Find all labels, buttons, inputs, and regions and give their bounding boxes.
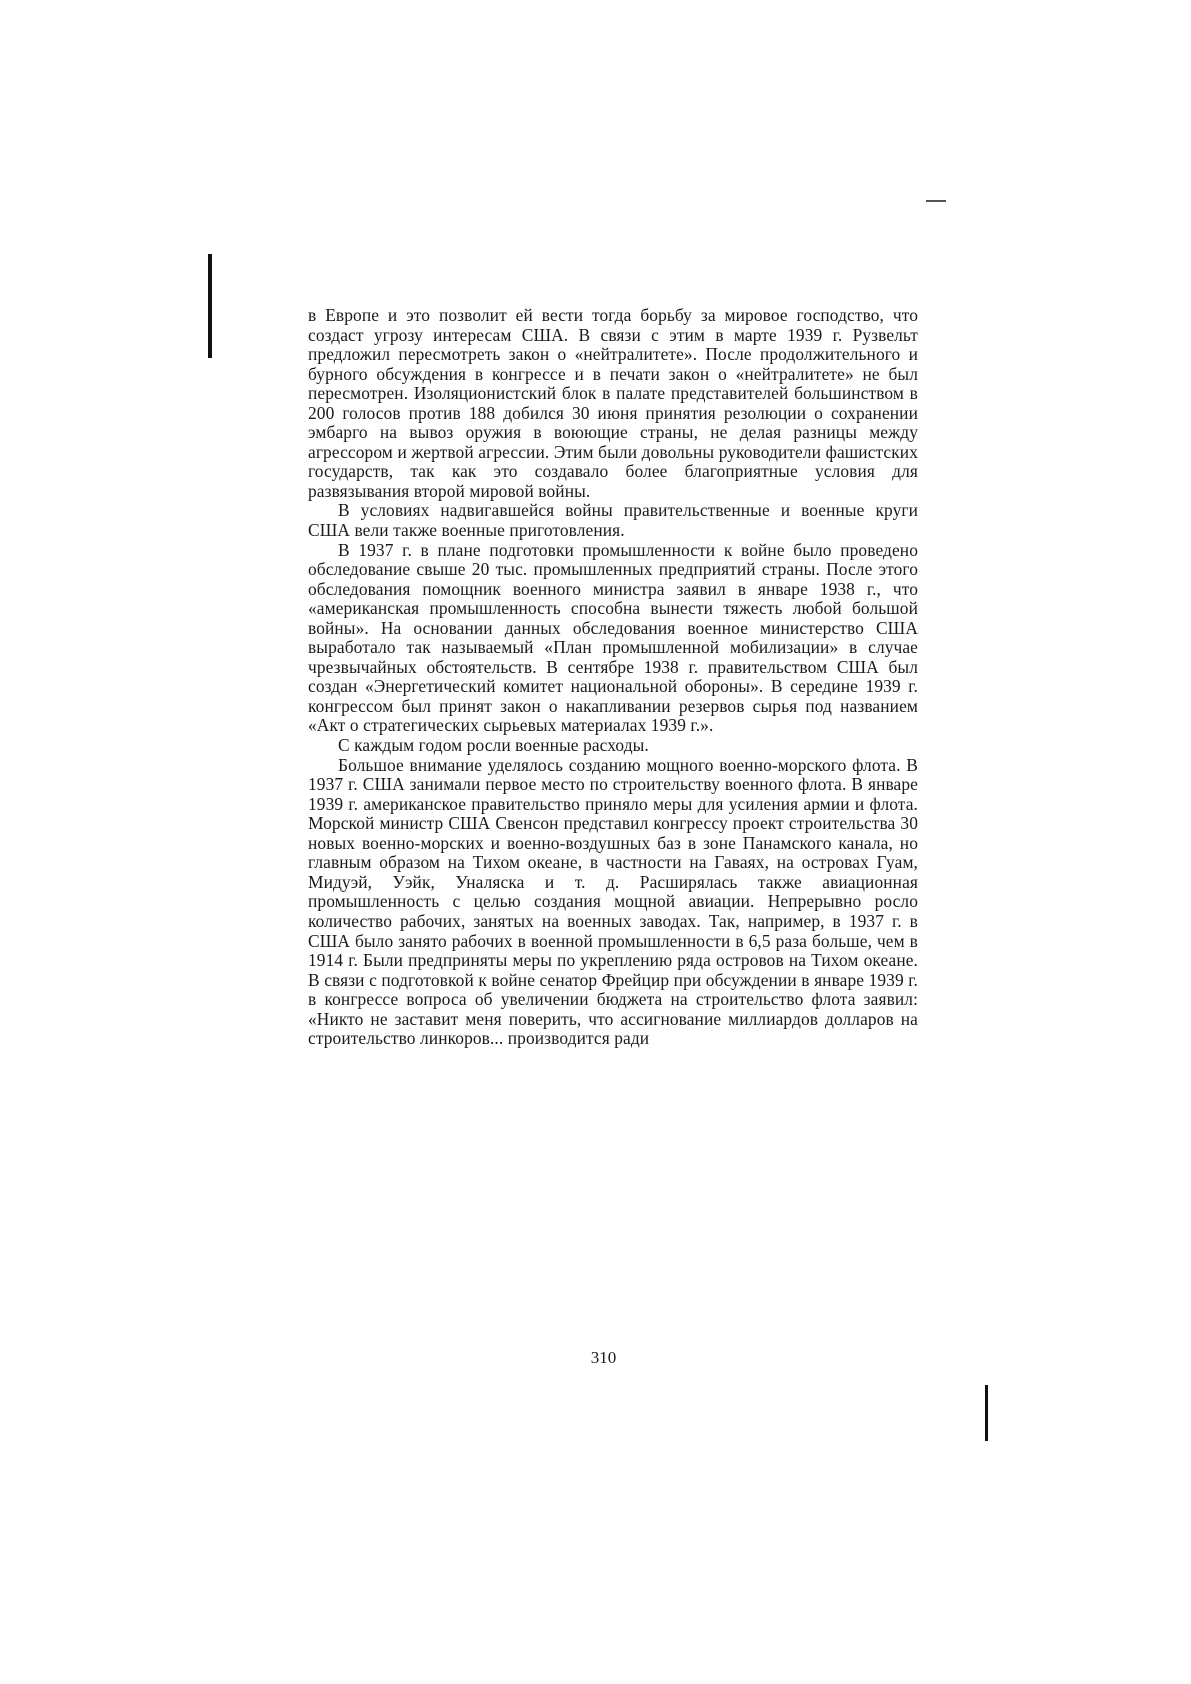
paragraph-continuation: в Европе и это позволит ей вести тогда борьбу за мировое господство, что создаст угрозу интересам США. В связи с этим в марте 1939 г. Рузвельт предложил пересмотреть закон о «нейтралитете». После продолжительного и бурного обсуждения в конгрессе и в печати закон о «нейтралитете» не был пересмотрен. Изоляционистский блок в палате представителей большинством в 200 голосов против 188 добился 30 июня принятия резолюции о сохранении эмбарго на вывоз оружия в воюющие страны, не делая разницы между агрессором и жертвой агрессии. Этим были довольны руководители фашистских государств, так как это создавало более благоприятные условия для развязывания второй мировой войны.	[308, 305, 918, 501]
body-text	[308, 306, 918, 1049]
scan-artifact-top-right	[926, 200, 946, 202]
paragraph-navy: Большое внимание уделялось созданию мощного военно-морского флота. В 1937 г. США занимали первое место по строительству военного флота. В январе 1939 г. американское правительство приняло меры для усиления армии и флота. Морской министр США Свенсон представил конгрессу проект строительства 30 новых военно-морских и военно-воздушных баз в зоне Панамского канала, но главным образом на Тихом океане, в частности на Гаваях, на островах Гуам, Мидуэй, Уэйк, Уналяска и т. д. Расширялась также авиационная промышленность с целью создания мощной авиации. Непрерывно росло количество рабочих, занятых на военных заводах. Так, например, в 1937 г. в США было занято рабочих в военной промышленности в 6,5 раза больше, чем в 1914 г. Были предприняты меры по укреплению ряда островов на Тихом океане. В связи с подготовкой к войне сенатор Фрейцир при обсуждении в январе 1939 г. в конгрессе вопроса об увеличении бюджета на строительство флота заявил: «Никто не заставит меня поверить, что ассигнование миллиардов долларов на строительство линкоров... производится ради	[308, 754, 918, 1049]
paragraph-war-preparations: В условиях надвигавшейся войны правительственные и военные круги США вели также военные приготовления.	[308, 500, 918, 541]
paragraph-industry-survey: В 1937 г. в плане подготовки промышленности к войне было проведено обследование свыше 20 тыс. промышленных предприятий страны. После этого обследования помощник военного министра заявил в январе 1938 г., что «американская промышленность способна вынести тяжесть любой большой войны». На основании данных обследования военное министерство США выработало так называемый «План промышленной мобилизации» в случае чрезвычайных обстоятельств. В сентябре 1938 г. правительством США был создан «Энергетический комитет национальной обороны». В середине 1939 г. конгрессом был принят закон о накапливании резервов сырья под названием «Акт о стратегических сырьевых материалах 1939 г.».	[308, 539, 918, 736]
paragraph-military-spending: С каждым годом росли военные расходы.	[338, 735, 649, 756]
scan-artifact-bottom-right	[985, 1385, 988, 1441]
page-number: 310	[590, 1348, 617, 1367]
scan-artifact-left	[208, 254, 212, 358]
